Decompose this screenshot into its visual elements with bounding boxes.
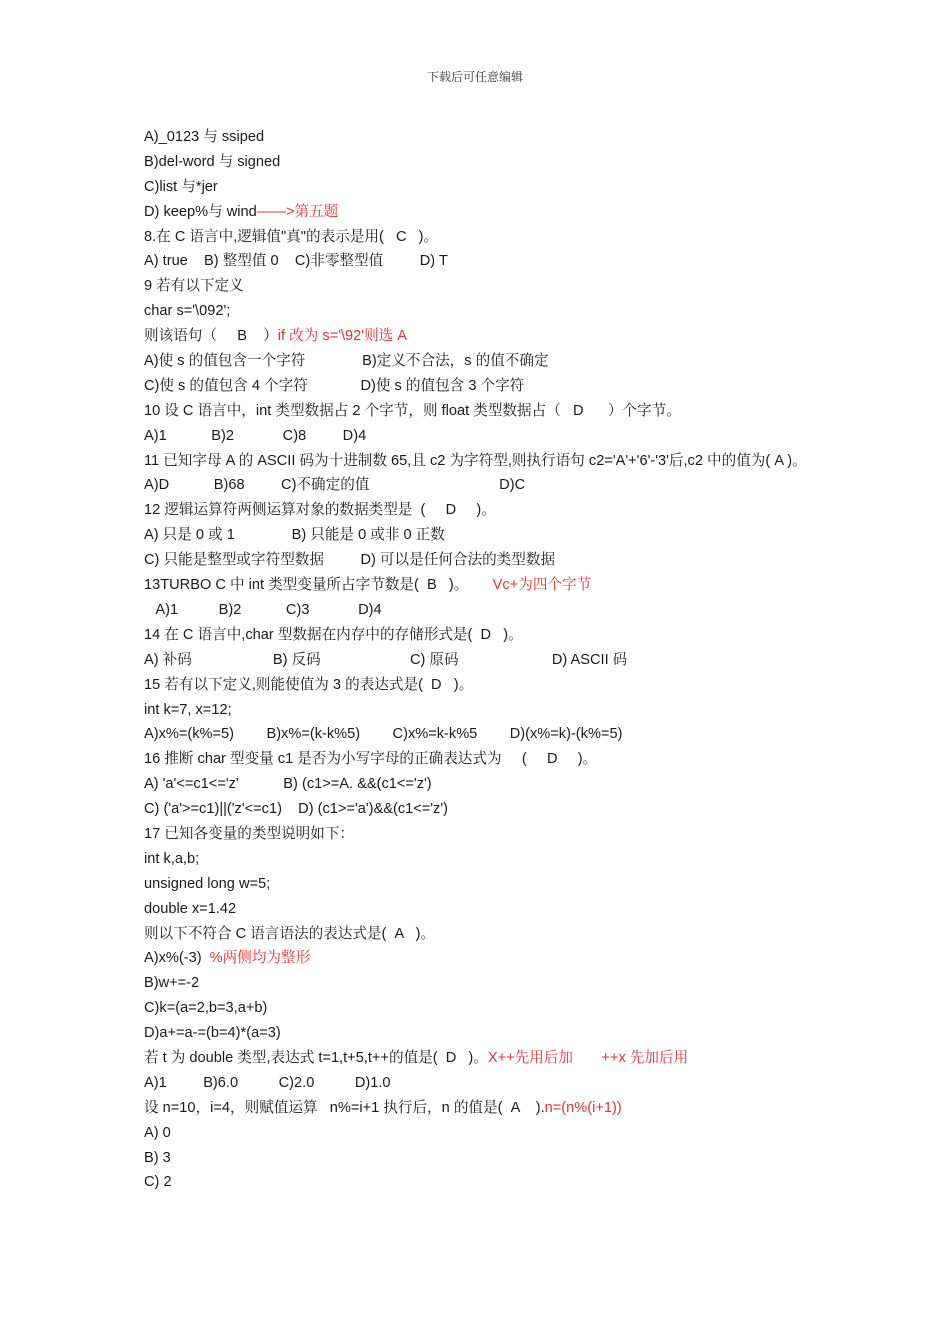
question-text: A)使 s 的值包含一个字符 B)定义不合法，s 的值不确定 [144, 353, 549, 370]
text-line [144, 971, 824, 996]
question-text: A) 补码 B) 反码 C) 原码 D) ASCII 码 [144, 651, 628, 668]
text-line [144, 548, 824, 573]
text-line [144, 175, 824, 200]
text-line [144, 150, 824, 175]
text-line [144, 1121, 824, 1146]
question-text: 11 已知字母 A 的 ASCII 码为十进制数 65,且 c2 为字符型,则执行语句 c2='A'+'6'-'3'后,c2 中的值为( A )。 [144, 452, 807, 469]
question-text: B)w+=-2 [144, 975, 200, 992]
text-line [144, 822, 824, 847]
text-line [144, 772, 824, 797]
question-text: D) keep%与 wind [144, 203, 257, 220]
question-text: C)k=(a=2,b=3,a+b) [144, 1000, 268, 1017]
text-line [144, 299, 824, 324]
question-text: 则该语句（ B ） [144, 328, 278, 345]
text-line [144, 897, 824, 922]
text-line [144, 200, 824, 225]
text-line [144, 1146, 824, 1171]
question-text: C) 2 [144, 1174, 172, 1191]
text-line [144, 449, 824, 474]
text-line [144, 922, 824, 947]
question-text: A)x%=(k%=5) B)x%=(k-k%5) C)x%=k-k%5 D)(x%=k)-(k%=5) [144, 726, 623, 743]
question-text: 10 设 C 语言中，int 类型数据占 2 个字节，则 float 类型数据占（ D ）个字节。 [144, 402, 681, 419]
question-text: unsigned long w=5; [144, 875, 271, 892]
text-line [144, 847, 824, 872]
text-line [144, 1046, 824, 1071]
question-text: A) 只是 0 或 1 B) 只能是 0 或非 0 正数 [144, 527, 445, 544]
question-text: double x=1.42 [144, 900, 237, 917]
question-text: C) 只能是整型或字符型数据 D) 可以是任何合法的类型数据 [144, 552, 556, 569]
question-text: 15 若有以下定义,则能使值为 3 的表达式是( D )。 [144, 676, 474, 693]
question-text: C)list 与*jer [144, 178, 218, 195]
text-line [144, 1071, 824, 1096]
text-line [144, 523, 824, 548]
question-text: B) 3 [144, 1149, 171, 1166]
question-text: 16 推断 char 型变量 c1 是否为小写字母的正确表达式为 ( D )。 [144, 751, 598, 768]
question-text: A) true B) 整型值 0 C)非零整型值 D) T [144, 253, 448, 270]
question-text: A)1 B)6.0 C)2.0 D)1.0 [144, 1074, 391, 1091]
question-text: A)1 B)2 C)8 D)4 [144, 427, 367, 444]
text-line [144, 996, 824, 1021]
text-line [144, 374, 824, 399]
question-text: C) ('a'>=c1)||('z'<=c1) D) (c1>='a')&&(c1<='z') [144, 801, 449, 818]
question-text: A)x%(-3) [144, 950, 210, 967]
question-text: 13TURBO C 中 int 类型变量所占字节数是( B )。 [144, 577, 493, 594]
annotation-text: ——>第五题 [256, 203, 339, 220]
question-text: int k,a,b; [144, 850, 200, 867]
annotation-text: %两侧均为整形 [209, 950, 311, 967]
text-line [144, 1096, 824, 1121]
annotation-text: Vc+为四个字节 [492, 577, 592, 594]
text-line [144, 872, 824, 897]
text-line [144, 249, 824, 274]
text-line [144, 1170, 824, 1195]
annotation-text: X++先用后加 ++x 先加后用 [487, 1049, 689, 1066]
question-text: 若 t 为 double 类型,表达式 t=1,t+5,t++的值是( D )。 [144, 1049, 488, 1066]
text-line [144, 673, 824, 698]
text-line [144, 274, 824, 299]
question-text: A) 0 [144, 1124, 171, 1141]
question-text: char s='\092'; [144, 303, 231, 320]
page-header: 下载后可任意编辑 [426, 70, 523, 84]
text-line [144, 399, 824, 424]
question-text: 12 逻辑运算符两侧运算对象的数据类型是 ( D )。 [144, 502, 496, 519]
text-line [144, 623, 824, 648]
text-line [144, 698, 824, 723]
text-line [144, 125, 824, 150]
question-text: A)_0123 与 ssiped [144, 129, 265, 145]
text-line [144, 498, 824, 523]
question-text: 设 n=10，i=4，则赋值运算 n%=i+1 执行后，n 的值是( A ). [144, 1099, 545, 1116]
document-body [144, 125, 824, 1195]
question-text: 17 已知各变量的类型说明如下： [144, 825, 355, 842]
text-line [144, 349, 824, 374]
text-line [144, 946, 824, 971]
text-line [144, 722, 824, 747]
text-line [144, 1021, 824, 1046]
annotation-text: if 改为 s='\92'则选 A [277, 328, 408, 345]
question-text: D)a+=a-=(b=4)*(a=3) [144, 1025, 281, 1042]
question-text: C)使 s 的值包含 4 个字符 D)使 s 的值包含 3 个字符 [144, 377, 525, 394]
question-text: 9 若有以下定义 [144, 278, 244, 295]
question-text: 8.在 C 语言中,逻辑值"真"的表示是用( C )。 [144, 228, 439, 245]
question-text: A) 'a'<=c1<='z' B) (c1>=A. &&(c1<='z') [144, 776, 432, 793]
text-line [144, 225, 824, 250]
question-text: A)D B)68 C)不确定的值 D)C [144, 477, 526, 494]
question-text: int k=7, x=12; [144, 701, 232, 718]
question-text: A)1 B)2 C)3 D)4 [144, 601, 382, 618]
question-text: 14 在 C 语言中,char 型数据在内存中的存储形式是( D )。 [144, 626, 523, 643]
text-line [144, 747, 824, 772]
text-line [144, 473, 824, 498]
question-text: 则以下不符合 C 语言语法的表达式是( A )。 [144, 925, 436, 942]
text-line [144, 424, 824, 449]
text-line [144, 648, 824, 673]
text-line [144, 598, 824, 623]
text-line [144, 797, 824, 822]
annotation-text: n=(n%(i+1)) [544, 1099, 622, 1116]
question-text: B)del-word 与 signed [144, 153, 281, 170]
text-line [144, 573, 824, 598]
text-line [144, 324, 824, 349]
